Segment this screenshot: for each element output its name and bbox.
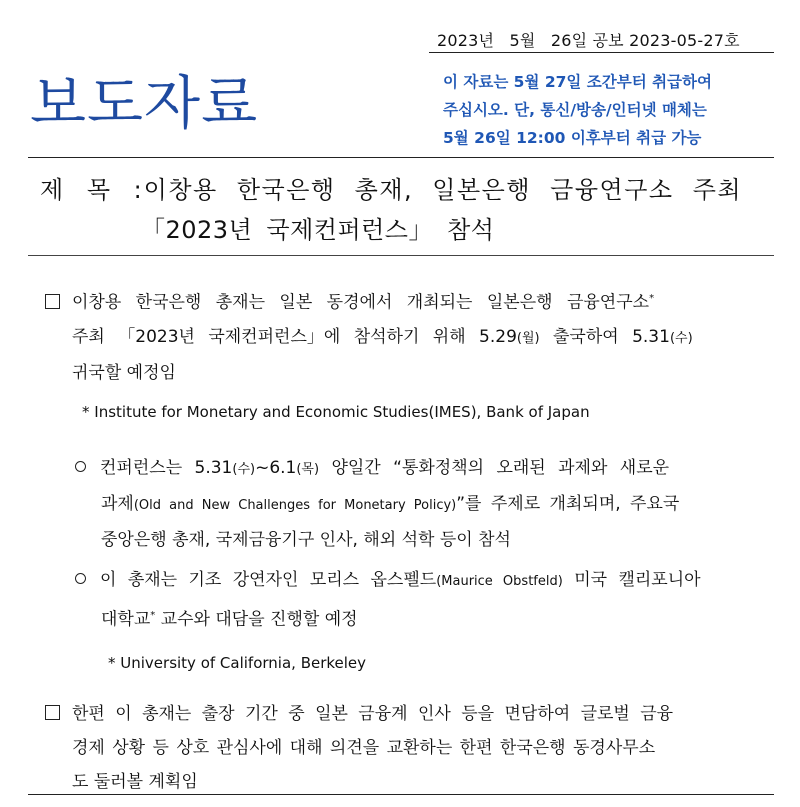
title-top-rule: [28, 157, 774, 158]
embargo-notice: [443, 68, 783, 152]
embargo-line-3: 5월 26일 12:00 이후부터 취급 가능: [443, 129, 702, 147]
subject-line-2: 「2023년 국제컨퍼런스」 참석: [141, 216, 495, 244]
s1-line-3: 중앙은행 총재, 국제금융기구 인사, 해외 석학 등이 참석: [101, 530, 511, 550]
s2-line-1b: (Maurice Obstfeld): [436, 574, 563, 589]
s2-line-2a: 대학교: [101, 609, 151, 630]
p1-line-2d: (수): [669, 330, 693, 346]
subject-label: 제 목 :: [40, 176, 150, 204]
p2-line-2: 경제 상황 등 상호 관심사에 대해 의견을 교환하는 한편 한국은행 동경사무소: [72, 738, 656, 758]
sub-bullet-1: [75, 451, 775, 557]
p1-line-3: 귀국할 예정임: [72, 362, 176, 383]
s1-line-1e: 양일간 “통화정책의 오래된 과제와 새로운: [319, 458, 670, 478]
s1-line-2c: ”를 주제로 개최되며, 주요국: [456, 494, 680, 514]
checkbox-bullet-icon: [45, 294, 60, 309]
press-release-title: 보도자료: [30, 69, 259, 137]
date-day-issue: 26일 공보 2023-05-27호: [550, 31, 740, 50]
footnote-1: * Institute for Monetary and Economic Studies(IMES), Bank of Japan: [82, 403, 590, 421]
p2-line-1: 한편 이 총재는 출장 기간 중 일본 금융계 인사 등을 면담하여 글로벌 금융: [72, 704, 674, 724]
subject-line-1: 이창용 한국은행 총재, 일본은행 금융연구소 주최: [143, 176, 743, 204]
s2-line-1c: 미국 캘리포니아: [562, 570, 701, 590]
p1-line-2b: (월): [516, 330, 540, 346]
date-month: 5월: [509, 31, 536, 50]
s2-line-1a: 이 총재는 기조 강연자인 모리스 옵스펠드: [100, 570, 437, 590]
s1-line-2b: (Old and New Challenges for Monetary Policy): [133, 498, 457, 513]
embargo-line-1: 이 자료는 5월 27일 조간부터 취급하여: [443, 73, 712, 91]
embargo-line-2: 주십시오. 단, 통신/방송/인터넷 매체는: [443, 101, 707, 119]
p1-line-2c: 출국하여 5.31: [539, 326, 670, 347]
s1-line-1c: ~6.1: [255, 458, 297, 478]
s2-line-2b: 교수와 대담을 진행할 예정: [155, 609, 358, 630]
footnote-marker: *: [649, 293, 655, 304]
date-year: 2023년: [437, 31, 495, 50]
p2-line-3: 도 둘러볼 계획임: [72, 772, 198, 792]
s1-line-2a: 과제: [101, 494, 134, 514]
p1-line-2a: 주최 「2023년 국제컨퍼런스」에 참석하기 위해 5.29: [72, 326, 517, 347]
header-rule: [429, 52, 774, 53]
title-bottom-rule: [28, 255, 774, 256]
issue-date-line: [437, 28, 740, 51]
sub-bullet-2: [75, 563, 775, 637]
p1-line-1: 이창용 한국은행 총재는 일본 동경에서 개최되는 일본은행 금융연구소: [72, 292, 650, 313]
s1-line-1a: 컨퍼런스는 5.31: [100, 458, 233, 478]
paragraph-2: [45, 697, 785, 799]
footnote-marker: *: [150, 610, 156, 621]
paragraph-1: [45, 282, 785, 390]
circle-bullet-icon: [75, 573, 86, 584]
checkbox-bullet-icon: [45, 705, 60, 720]
s1-line-1d: (목): [296, 462, 320, 477]
footnote-2: * University of California, Berkeley: [108, 654, 367, 672]
s1-line-1b: (수): [232, 462, 256, 477]
footer-rule: [28, 794, 774, 795]
circle-bullet-icon: [75, 461, 86, 472]
subject-block: [40, 170, 742, 250]
